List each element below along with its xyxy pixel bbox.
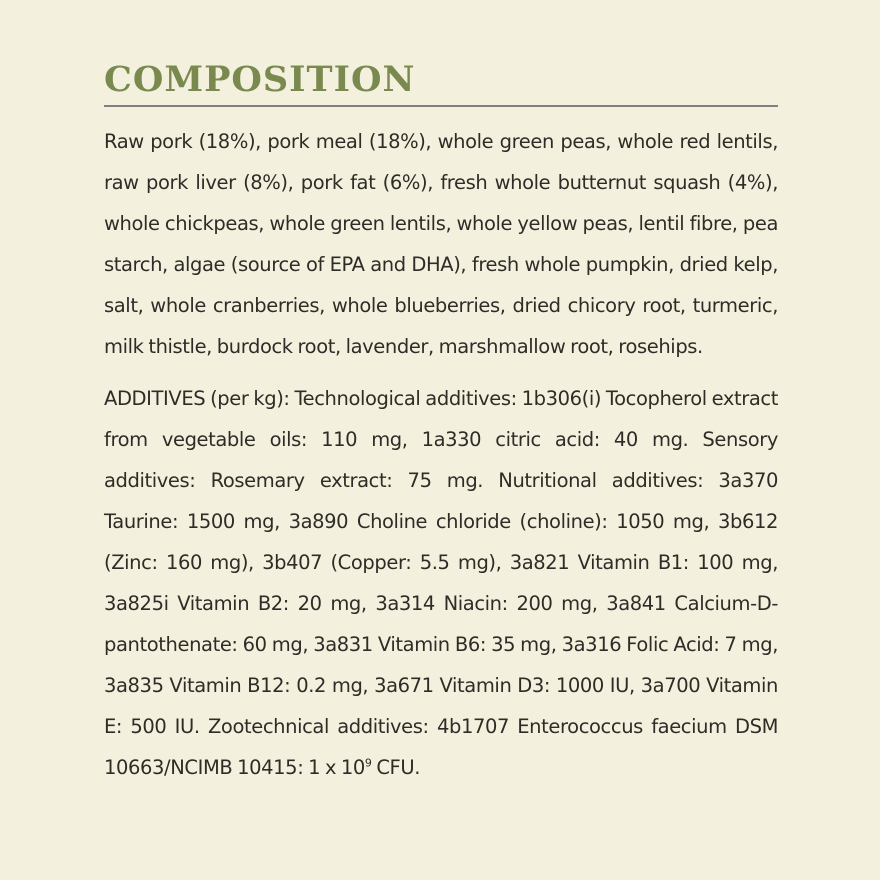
- title-divider: [104, 105, 778, 107]
- composition-panel: [104, 60, 778, 788]
- additives-exponent: 9: [364, 756, 372, 770]
- additives-paragraph: [104, 378, 778, 788]
- section-title: COMPOSITION: [104, 59, 416, 100]
- additives-text: ADDITIVES (per kg): Technological additives: 1b306(i) Tocopherol extract from vegetable oils: 110 mg, 1a330 citric acid: 40 mg. Sensory additives: Rosemary extract: 75 mg. Nutritional additives: 3a370 Taurine: 1500 mg, 3a890 Choline chloride (choline): 1050 mg, 3b612 (Zinc: 160 mg), 3b407 (Copper: 5.5 mg), 3a821 Vitamin B1: 100 mg, 3a825i Vitamin B2: 20 mg, 3a314 Niacin: 200 mg, 3a841 Calcium-D-pantothenate: 60 mg, 3a831 Vitamin B6: 35 mg, 3a316 Folic Acid: 7 mg, 3a835 Vitamin B12: 0.2 mg, 3a671 Vitamin D3: 1000 IU, 3a700 Vitamin E: 500 IU. Zootechnical additives: 4b1707 Enterococcus faecium DSM 10663/NCIMB 10415: 1 x 10: [104, 387, 778, 779]
- composition-paragraph: Raw pork (18%), pork meal (18%), whole green peas, whole red lentils, raw pork liver (8%), pork fat (6%), fresh whole butternut squash (4%), whole chickpeas, whole green lentils, whole yellow peas, lentil fibre, pea starch, algae (source of EPA and DHA), fresh whole pumpkin, dried kelp, salt, whole cranberries, whole blueberries, dried chicory root, turmeric, milk thistle, burdock root, lavender, marshmallow root, rosehips.: [104, 130, 778, 358]
- additives-suffix: CFU.: [371, 756, 421, 779]
